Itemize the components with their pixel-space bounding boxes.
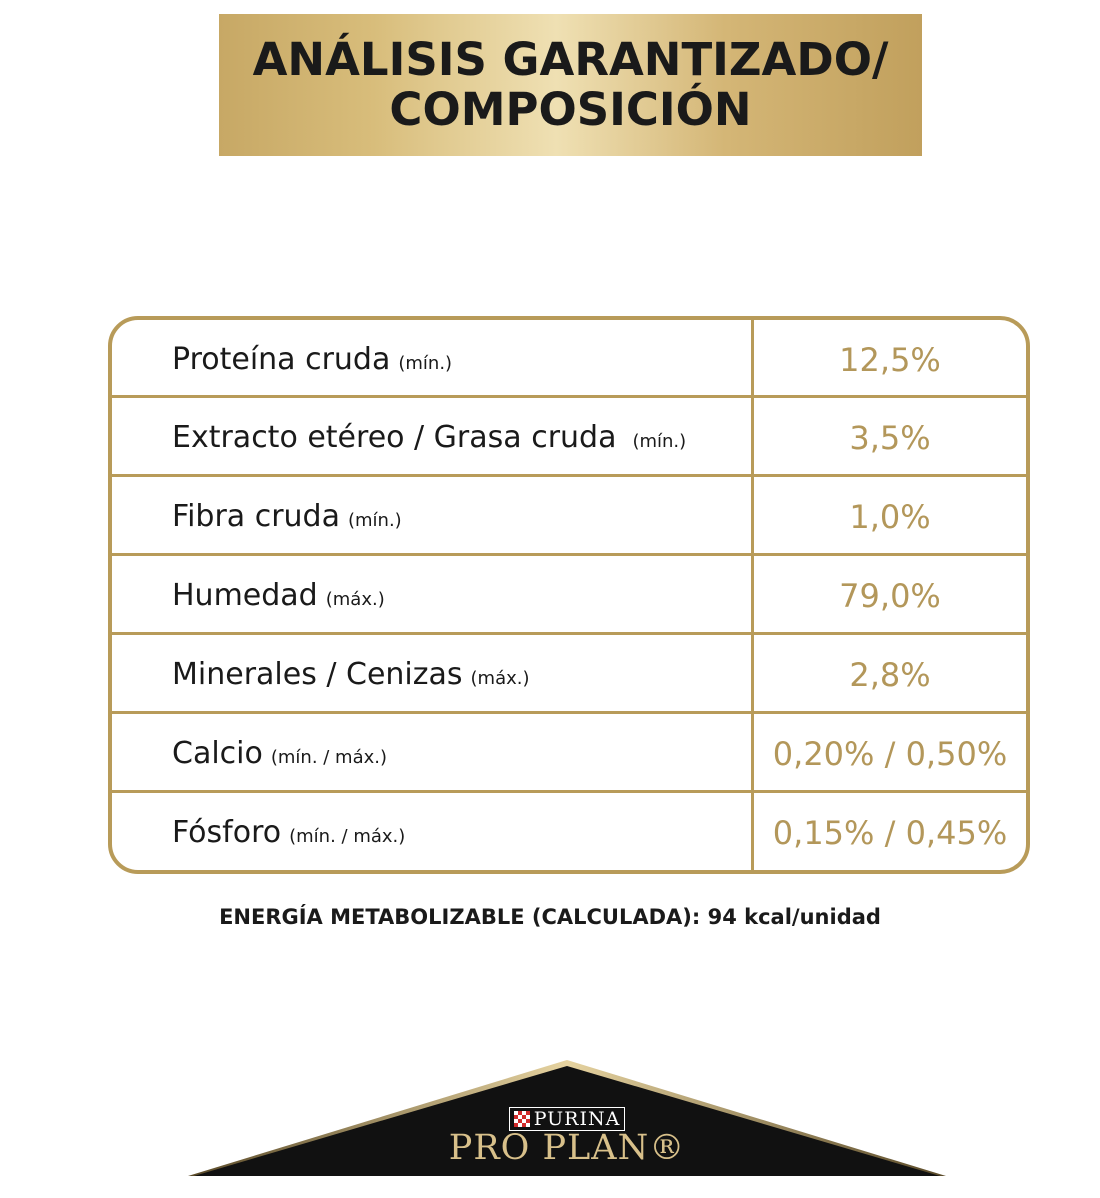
nutrient-value: 1,0% bbox=[849, 497, 931, 536]
page-title-line-2: COMPOSICIÓN bbox=[389, 83, 752, 136]
nutrient-value: 2,8% bbox=[849, 655, 931, 694]
nutrient-value: 0,15% / 0,45% bbox=[772, 813, 1008, 852]
nutrient-qualifier: (máx.) bbox=[325, 589, 385, 610]
nutrient-qualifier: (mín. / máx.) bbox=[289, 826, 406, 847]
page-title-line-1: ANÁLISIS GARANTIZADO/ bbox=[252, 33, 889, 86]
table-row bbox=[112, 714, 1026, 793]
nutrient-value: 12,5% bbox=[839, 340, 941, 379]
table-row bbox=[112, 635, 1026, 714]
pro-plan-logo bbox=[188, 1058, 946, 1176]
analysis-table bbox=[108, 316, 1030, 874]
energy-statement: ENERGÍA METABOLIZABLE (CALCULADA): 94 kcal/unidad bbox=[219, 905, 881, 929]
nutrient-qualifier: (mín.) bbox=[632, 431, 687, 452]
table-row bbox=[112, 477, 1026, 556]
nutrient-label: Calcio (mín. / máx.) bbox=[172, 736, 388, 771]
nutrient-label: Proteína cruda (mín.) bbox=[172, 342, 453, 377]
nutrient-qualifier: (mín. / máx.) bbox=[270, 747, 388, 768]
nutrient-qualifier: (máx.) bbox=[470, 668, 530, 689]
nutrient-label: Extracto etéreo / Grasa cruda (mín.) bbox=[172, 420, 687, 455]
nutrient-label: Fósforo (mín. / máx.) bbox=[172, 815, 406, 850]
nutrient-label: Humedad (máx.) bbox=[172, 578, 385, 613]
checkerboard-icon bbox=[514, 1111, 530, 1127]
nutrient-qualifier: (mín.) bbox=[398, 353, 453, 374]
title-banner bbox=[219, 14, 922, 156]
nutrient-label: Minerales / Cenizas (máx.) bbox=[172, 657, 530, 692]
table-row bbox=[112, 793, 1026, 872]
nutrient-qualifier: (mín.) bbox=[347, 510, 402, 531]
pro-plan-wordmark: PRO PLAN® bbox=[448, 1128, 686, 1168]
table-row bbox=[112, 398, 1026, 477]
nutrient-value: 3,5% bbox=[849, 418, 931, 457]
purina-brand: PURINA bbox=[188, 1107, 946, 1131]
nutrient-label: Fibra cruda (mín.) bbox=[172, 499, 402, 534]
table-row bbox=[112, 320, 1026, 399]
nutrient-value: 0,20% / 0,50% bbox=[772, 734, 1008, 773]
nutrient-value: 79,0% bbox=[839, 576, 941, 615]
table-row bbox=[112, 556, 1026, 635]
